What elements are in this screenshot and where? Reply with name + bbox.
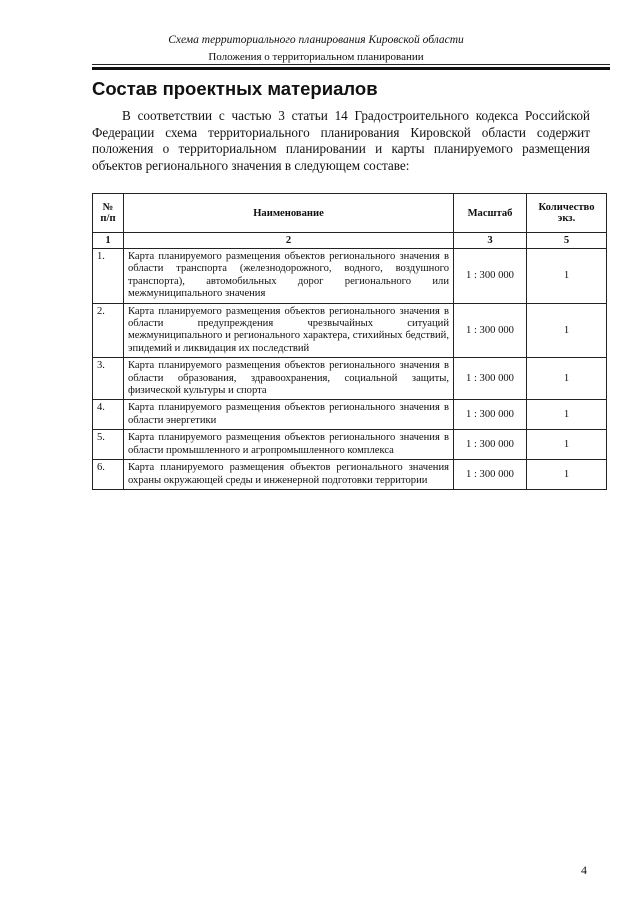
row-count: 1 — [527, 460, 607, 490]
row-count: 1 — [527, 430, 607, 460]
row-num: 1. — [93, 249, 124, 304]
header-rule-thick — [92, 67, 610, 70]
row-name: Карта планируемого размещения объектов регионального значения в области энергетики — [124, 400, 454, 430]
table-row — [93, 460, 607, 490]
row-name: Карта планируемого размещения объектов регионального значения охраны окружающей среды и инженерной подготовки территории — [124, 460, 454, 490]
row-count: 1 — [527, 249, 607, 304]
header-count: Количество экз. — [527, 194, 607, 233]
row-num: 6. — [93, 460, 124, 490]
intro-paragraph: В соответствии с частью 3 статьи 14 Градостроительного кодекса Российской Федерации схема территориального планирования Кировской области содержит положения о территориальном планировании и карты планируемого размещения объектов регионального значения в следующем составе: — [92, 108, 590, 173]
row-scale: 1 : 300 000 — [454, 460, 527, 490]
row-name: Карта планируемого размещения объектов регионального значения в области транспорта (железнодорожного, водного, воздушного транспорта), автомобильных дорог регионального или межмуниципального значения — [124, 249, 454, 304]
row-scale: 1 : 300 000 — [454, 400, 527, 430]
header-rule-thin — [92, 64, 610, 65]
header-section-title: Положения о территориальном планировании — [208, 51, 424, 63]
index-cell: 3 — [454, 233, 527, 249]
header-num: № п/п — [93, 194, 124, 233]
row-num: 4. — [93, 400, 124, 430]
index-cell: 5 — [527, 233, 607, 249]
index-cell: 1 — [93, 233, 124, 249]
row-name: Карта планируемого размещения объектов регионального значения в области промышленного и агропромышленного комплекса — [124, 430, 454, 460]
row-name: Карта планируемого размещения объектов регионального значения в области образования, здравоохранения, социальной защиты, физической культуры и спорта — [124, 358, 454, 400]
row-scale: 1 : 300 000 — [454, 303, 527, 358]
header-name: Наименование — [124, 194, 454, 233]
header-document-title: Схема территориального планирования Кировской области — [168, 34, 464, 46]
page-title: Состав проектных материалов — [92, 78, 378, 99]
table-row — [93, 400, 607, 430]
table-header-row — [93, 194, 607, 233]
table-row — [93, 358, 607, 400]
row-scale: 1 : 300 000 — [454, 430, 527, 460]
row-num: 2. — [93, 303, 124, 358]
table-row — [93, 303, 607, 358]
row-count: 1 — [527, 303, 607, 358]
table-row — [93, 249, 607, 304]
table-index-row — [93, 233, 607, 249]
row-count: 1 — [527, 358, 607, 400]
index-cell: 2 — [124, 233, 454, 249]
row-count: 1 — [527, 400, 607, 430]
row-scale: 1 : 300 000 — [454, 249, 527, 304]
row-num: 5. — [93, 430, 124, 460]
table-row — [93, 430, 607, 460]
materials-table — [92, 193, 607, 490]
header-scale: Масштаб — [454, 194, 527, 233]
row-name: Карта планируемого размещения объектов регионального значения в области предупреждения чрезвычайных ситуаций межмуниципального и регионального характера, стихийных бедствий, эпидемий и ликвидация их последствий — [124, 303, 454, 358]
row-num: 3. — [93, 358, 124, 400]
row-scale: 1 : 300 000 — [454, 358, 527, 400]
page-number: 4 — [581, 863, 587, 877]
